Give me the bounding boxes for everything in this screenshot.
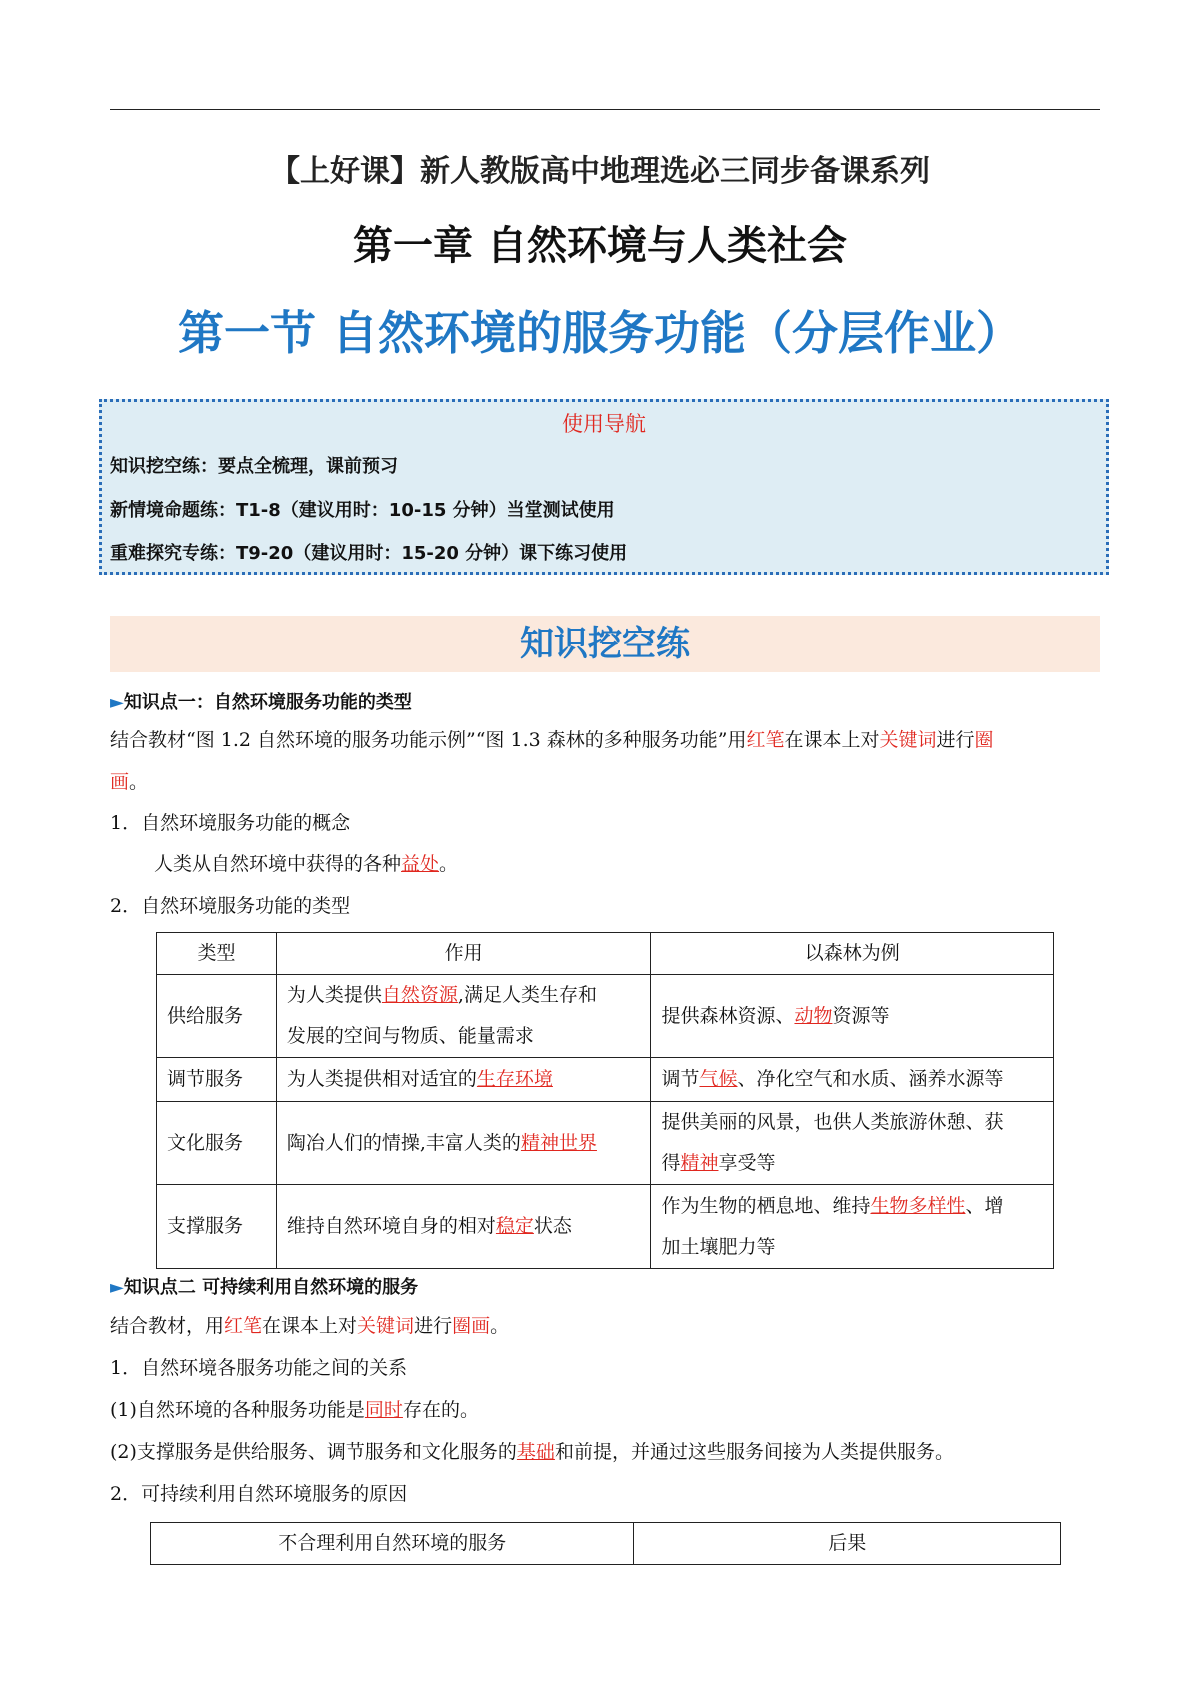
knowledge-point-1-heading [110, 688, 412, 714]
kp1-item2: 2．自然环境服务功能的类型 [110, 895, 351, 917]
table-header: 类型 [157, 933, 277, 975]
knowledge-point-2-heading [110, 1273, 418, 1299]
service-types-table [156, 932, 1054, 1269]
section-title: 第一节 自然环境的服务功能（分层作业） [177, 306, 1022, 360]
nav-line-knowledge: 知识挖空练：要点全梳理，课前预习 [110, 456, 398, 477]
header-rule [110, 109, 1100, 110]
kp2-item2: 2．可持续利用自然环境服务的原因 [110, 1483, 408, 1505]
kp1-intro: 结合教材“图 1.2 自然环境的服务功能示例”“图 1.3 森林的多种服务功能”用红笔在课本上对关键词进行圈 画。 [110, 729, 994, 793]
triangle-marker-icon: ► [110, 692, 124, 713]
nav-line-difficult: 重难探究专练：T9-20（建议用时：15-20 分钟）课下练习使用 [110, 543, 628, 564]
kp2-statement-1: (1)自然环境的各种服务功能是同时存在的。 [110, 1399, 479, 1421]
table-header: 不合理利用自然环境的服务 [151, 1523, 634, 1565]
section-banner: 知识挖空练 [110, 616, 1100, 672]
kp2-title: 知识点二 可持续利用自然环境的服务 [123, 1277, 419, 1298]
table-header: 后果 [634, 1523, 1061, 1565]
kp2-intro: 结合教材，用红笔在课本上对关键词进行圈画。 [110, 1315, 510, 1337]
unreasonable-use-table [150, 1522, 1061, 1565]
table-row: 供给服务 为人类提供自然资源,满足人类生存和 发展的空间与物质、能量需求 提供森林资源、动物资源等 [157, 975, 1054, 1058]
table-row: 支撑服务 维持自然环境自身的相对稳定状态 作为生物的栖息地、维持生物多样性、增 加土壤肥力等 [157, 1185, 1054, 1269]
table-row: 文化服务 陶冶人们的情操,丰富人类的精神世界 提供美丽的风景，也供人类旅游休憩、获 得精神享受等 [157, 1102, 1054, 1185]
kp2-statement-2: (2)支撑服务是供给服务、调节服务和文化服务的基础和前提，并通过这些服务间接为人类提供服务。 [110, 1441, 954, 1463]
nav-title: 使用导航 [562, 412, 646, 436]
chapter-title: 第一章 自然环境与人类社会 [353, 223, 847, 269]
table-header: 作用 [276, 933, 651, 975]
kp2-item1: 1．自然环境各服务功能之间的关系 [110, 1357, 408, 1379]
table-row: 调节服务 为人类提供相对适宜的生存环境 调节气候、净化空气和水质、涵养水源等 [157, 1058, 1054, 1102]
usage-navigation-box [99, 399, 1109, 575]
kp1-title: 知识点一：自然环境服务功能的类型 [123, 692, 412, 713]
table-header: 以森林为例 [651, 933, 1054, 975]
nav-line-new-context: 新情境命题练：T1-8（建议用时：10-15 分钟）当堂测试使用 [110, 500, 615, 521]
blank-answer: 益处 [401, 853, 440, 875]
triangle-marker-icon: ► [110, 1277, 124, 1298]
series-title: 【上好课】新人教版高中地理选必三同步备课系列 [270, 154, 930, 189]
kp1-definition: 人类从自然环境中获得的各种益处。 [154, 853, 459, 875]
kp1-item1: 1．自然环境服务功能的概念 [110, 812, 351, 834]
